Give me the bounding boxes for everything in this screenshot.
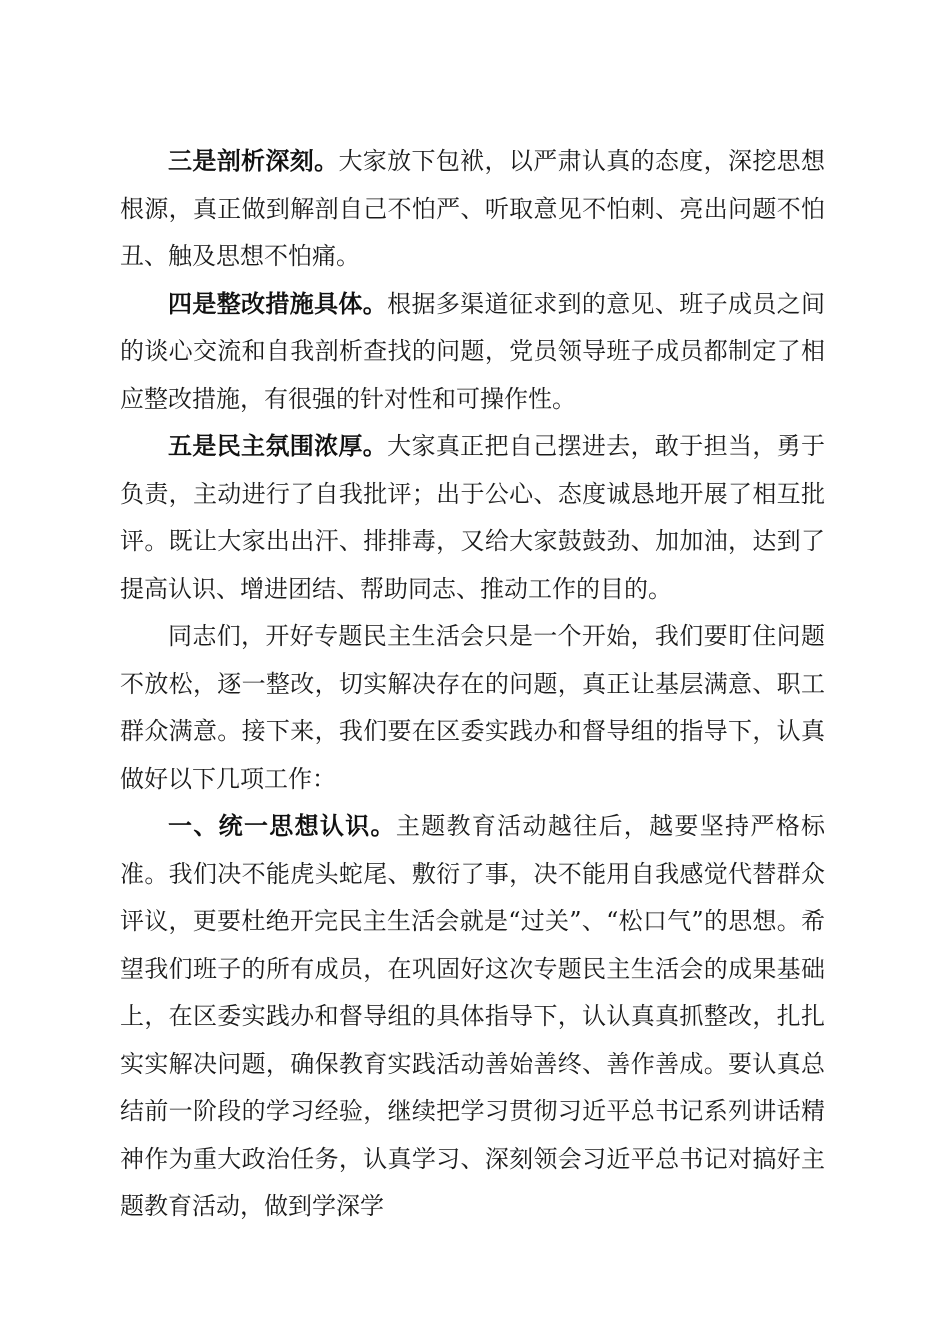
paragraph-heading: 四是整改措施具体。	[168, 289, 388, 318]
paragraph-point-four	[120, 281, 825, 424]
paragraph-text: 根据多渠道征求到的意见、班子成员之间的谈心交流和自我剖析查找的问题，党员领导班子成员都制定了相应整改措施，有很强的针对性和可操作性。	[120, 289, 826, 413]
paragraph-text: 大家真正把自己摆进去，敢于担当，勇于负责，主动进行了自我批评；出于公心、态度诚恳地开展了相互批评。既让大家出出汗、排排毒，又给大家鼓鼓劲、加加油，达到了提高认识、增进团结、帮助同志、推动工作的目的。	[120, 432, 826, 603]
document-body	[120, 138, 825, 1231]
paragraph-heading: 三是剖析深刻。	[168, 147, 339, 175]
paragraph-point-three	[120, 138, 825, 281]
paragraph-text: 大家放下包袱，以严肃认真的态度，深挖思想根源，真正做到解剖自己不怕严、听取意见不怕刺、亮出问题不怕丑、触及思想不怕痛。	[120, 147, 826, 270]
paragraph-text: 同志们，开好专题民主生活会只是一个开始，我们要盯住问题不放松，逐一整改，切实解决存在的问题，真正让基层满意、职工群众满意。接下来，我们要在区委实践办和督导组的指导下，认真做好以下几项工作：	[120, 622, 825, 793]
paragraph-transition	[120, 613, 825, 803]
paragraph-heading: 一、统一思想认识。	[168, 812, 396, 840]
paragraph-heading: 五是民主氛围浓厚。	[168, 432, 388, 460]
paragraph-text: 主题教育活动越往后，越要坚持严格标准。我们决不能虎头蛇尾、敷衍了事，决不能用自我感觉代替群众评议，更要杜绝开完民主生活会就是“过关”、“松口气”的思想。希望我们班子的所有成员，在巩固好这次专题民主生活会的成果基础上，在区委实践办和督导组的具体指导下，认认真真抓整改，扎扎实实解决问题，确保教育实践活动善始善终、善作善成。要认真总结前一阶段的学习经验，继续把学习贯彻习近平总书记系列讲话精神作为重大政治任务，认真学习、深刻领会习近平总书记对搞好主题教育活动，做到学深学	[120, 812, 826, 1220]
paragraph-point-five	[120, 423, 825, 613]
paragraph-section-one	[120, 803, 825, 1231]
